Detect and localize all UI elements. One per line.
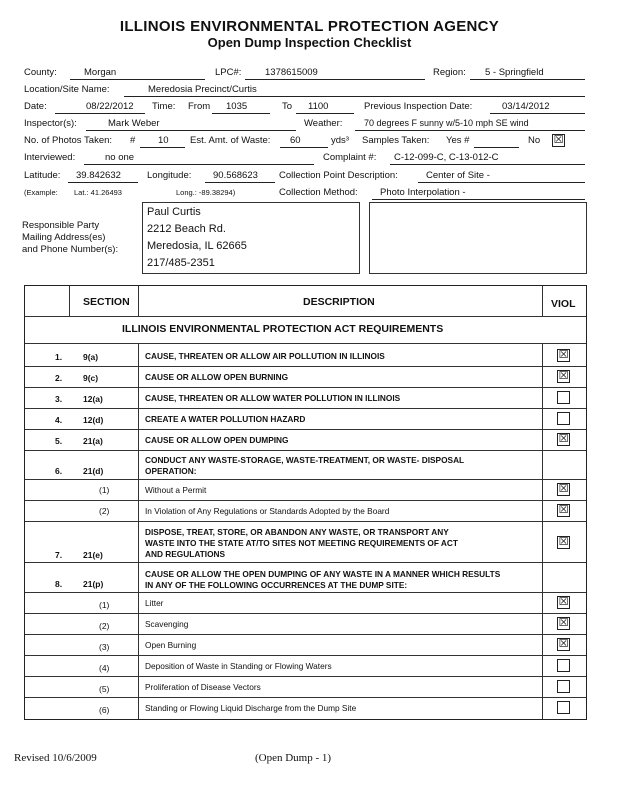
row-description: CREATE A WATER POLLUTION HAZARD [145, 414, 306, 424]
responsible-address-box[interactable] [142, 202, 360, 274]
time-label: Time: [152, 101, 176, 112]
sub-item-number: (2) [99, 621, 110, 631]
sub-item-description: Proliferation of Disease Vectors [145, 682, 261, 692]
weather-line [355, 130, 585, 131]
latitude-value[interactable]: 39.842632 [76, 170, 121, 181]
row-section: 21(p) [83, 579, 104, 589]
violation-checkbox[interactable]: ☒ [558, 432, 569, 445]
row-divider [25, 479, 586, 480]
prev-date-label: Previous Inspection Date: [364, 101, 473, 112]
row-description-line2: OPERATION: [145, 466, 197, 476]
waste-value[interactable]: 60 [290, 135, 301, 146]
row-description: CAUSE OR ALLOW OPEN BURNING [145, 372, 289, 382]
group-heading-divider [25, 343, 586, 344]
row-section: 21(e) [83, 550, 103, 560]
location-label: Location/Site Name: [24, 84, 110, 95]
samples-label: Samples Taken: [362, 135, 430, 146]
page-label: (Open Dump - 1) [255, 752, 332, 764]
collection-point-line [418, 182, 585, 183]
violation-checkbox[interactable]: ☒ [558, 503, 569, 516]
sub-item-number: (3) [99, 642, 110, 652]
region-value[interactable]: 5 - Springfield [485, 67, 544, 78]
violation-checkbox[interactable] [557, 659, 570, 672]
example-latitude: Lat.: 41.26493 [74, 188, 122, 197]
inspector-value[interactable]: Mark Weber [108, 118, 160, 129]
sub-item-number: (2) [99, 506, 110, 516]
weather-value[interactable]: 70 degrees F sunny w/5-10 mph SE wind [364, 118, 529, 128]
interviewed-line [84, 164, 314, 165]
row-number: 5. [55, 436, 63, 446]
county-label: County: [24, 67, 57, 78]
row-description: CAUSE, THREATEN OR ALLOW WATER POLLUTION IN ILLINOIS [145, 393, 401, 403]
lpc-label: LPC#: [215, 67, 242, 78]
sub-item-number: (4) [99, 663, 110, 673]
col-header-viol: VIOL [551, 298, 576, 310]
row-divider [25, 676, 586, 677]
header-vline-1 [69, 286, 70, 316]
collection-method-line [372, 199, 585, 200]
row-section: 12(a) [83, 394, 103, 404]
interviewed-value[interactable]: no one [105, 152, 135, 163]
row-divider [25, 429, 586, 430]
photos-value[interactable]: 10 [158, 135, 169, 146]
row-section: 9(a) [83, 352, 99, 362]
latitude-label: Latitude: [24, 170, 61, 181]
to-value[interactable]: 1100 [308, 101, 329, 112]
photos-hash: # [130, 135, 136, 146]
lpc-line [245, 79, 425, 80]
collection-method-value[interactable]: Photo Interpolation - [380, 187, 466, 198]
sub-item-number: (6) [99, 705, 110, 715]
row-number: 1. [55, 352, 63, 362]
weather-label: Weather: [304, 118, 343, 129]
waste-unit: yds³ [331, 135, 349, 146]
row-description: CAUSE OR ALLOW OPEN DUMPING [145, 435, 289, 445]
responsible-address [147, 204, 247, 272]
collection-point-label: Collection Point Description: [279, 170, 398, 181]
row-number: 3. [55, 394, 63, 404]
row-number: 2. [55, 373, 63, 383]
violation-checkbox[interactable]: ☒ [558, 535, 569, 548]
location-line [124, 96, 585, 97]
complaint-label: Complaint #: [323, 152, 377, 163]
location-value[interactable]: Meredosia Precinct/Curtis [148, 84, 257, 95]
longitude-label: Longitude: [147, 170, 192, 181]
inspector-label: Inspector(s): [24, 118, 77, 129]
form-title: Open Dump Inspection Checklist [207, 35, 412, 50]
row-number: 6. [55, 466, 63, 476]
sub-item-description: Deposition of Waste in Standing or Flowing Waters [145, 661, 332, 671]
row-divider [25, 613, 586, 614]
responsible-street: 2212 Beach Rd. [147, 223, 226, 235]
violation-checkbox[interactable]: ☒ [558, 348, 569, 361]
from-label: From [188, 101, 211, 112]
row-description-line3: AND REGULATIONS [145, 549, 226, 559]
row-description-line1: CONDUCT ANY WASTE-STORAGE, WASTE-TREATMENT, OR WASTE- DISPOSAL [145, 455, 465, 465]
row-divider [25, 592, 586, 593]
county-line [70, 79, 205, 80]
row-section: 21(a) [83, 436, 103, 446]
row-number: 8. [55, 579, 63, 589]
row-description: CAUSE, THREATEN OR ALLOW AIR POLLUTION IN ILLINOIS [145, 351, 385, 361]
agency-title: ILLINOIS ENVIRONMENTAL PROTECTION AGENCY [119, 18, 500, 35]
row-description-line2: WASTE INTO THE STATE AT/TO SITES NOT MEETING REQUIREMENTS OF ACT [145, 538, 458, 548]
complaint-line [390, 164, 585, 165]
to-line [296, 113, 354, 114]
row-divider [25, 387, 586, 388]
responsible-name: Paul Curtis [147, 206, 201, 218]
responsible-label-line1: Responsible Party [22, 220, 100, 231]
example-label: (Example: [24, 188, 58, 197]
sub-item-number: (1) [99, 600, 110, 610]
collection-method-label: Collection Method: [279, 187, 358, 198]
prev-date-value[interactable]: 03/14/2012 [502, 101, 550, 112]
longitude-value[interactable]: 90.568623 [213, 170, 258, 181]
waste-line [280, 147, 328, 148]
row-description-line1: CAUSE OR ALLOW THE OPEN DUMPING OF ANY WASTE IN A MANNER WHICH RESULTS [145, 569, 501, 579]
responsible-city: Meredosia, IL 62665 [147, 240, 247, 252]
sub-item-number: (5) [99, 684, 110, 694]
interviewed-label: Interviewed: [24, 152, 76, 163]
responsible-phone: 217/485-2351 [147, 257, 215, 269]
complaint-value[interactable]: C-12-099-C, C-13-012-C [394, 152, 499, 163]
responsible-label-line2: Mailing Address(es) [22, 232, 106, 243]
group-heading: ILLINOIS ENVIRONMENTAL PROTECTION ACT REQUIREMENTS [122, 323, 444, 335]
row-divider [25, 562, 586, 563]
row-divider [25, 450, 586, 451]
row-divider [25, 697, 586, 698]
responsible-label-line3: and Phone Number(s): [22, 244, 119, 255]
sub-item-number: (1) [99, 485, 110, 495]
samples-no-checkbox[interactable]: ☒ [553, 133, 564, 146]
sub-item-description: Without a Permit [145, 485, 207, 495]
violation-checkbox[interactable]: ☒ [558, 616, 569, 629]
col-header-description: DESCRIPTION [303, 296, 375, 308]
violation-checkbox[interactable] [557, 391, 570, 404]
sub-item-description: In Violation of Any Regulations or Standards Adopted by the Board [145, 506, 390, 516]
violation-checkbox[interactable]: ☒ [558, 369, 569, 382]
responsible-address-box-2[interactable] [369, 202, 587, 274]
violation-checkbox[interactable] [557, 412, 570, 425]
collection-point-value[interactable]: Center of Site - [426, 170, 490, 181]
violation-checkbox[interactable]: ☒ [558, 482, 569, 495]
row-description-line2: IN ANY OF THE FOLLOWING OCCURRENCES AT THE DUMP SITE: [145, 580, 408, 590]
violation-checkbox[interactable]: ☒ [558, 637, 569, 650]
revised-date: Revised 10/6/2009 [14, 752, 97, 764]
to-label: To [282, 101, 293, 112]
row-divider [25, 634, 586, 635]
samples-yes-label: Yes # [446, 135, 470, 146]
samples-yes-line [474, 147, 519, 148]
sub-item-description: Open Burning [145, 640, 197, 650]
row-section: 12(d) [83, 415, 104, 425]
col-header-section: SECTION [83, 296, 130, 308]
inspector-line [86, 130, 296, 131]
waste-label: Est. Amt. of Waste: [190, 135, 271, 146]
longitude-line [205, 182, 275, 183]
violation-checkbox[interactable] [557, 680, 570, 693]
row-section: 21(d) [83, 466, 104, 476]
photos-line [140, 147, 185, 148]
row-divider [25, 521, 586, 522]
row-section: 9(c) [83, 373, 99, 383]
sub-item-description: Litter [145, 598, 164, 608]
latitude-line [68, 182, 138, 183]
row-divider [25, 366, 586, 367]
violation-checkbox[interactable]: ☒ [558, 595, 569, 608]
example-longitude: Long.: -89.38294) [176, 188, 236, 197]
row-divider [25, 655, 586, 656]
row-description-line1: DISPOSE, TREAT, STORE, OR ABANDON ANY WASTE, OR TRANSPORT ANY [145, 527, 449, 537]
samples-no-label: No [528, 135, 541, 146]
photos-label: No. of Photos Taken: [24, 135, 113, 146]
row-number: 7. [55, 550, 63, 560]
lpc-value[interactable]: 1378615009 [265, 67, 318, 78]
date-label: Date: [24, 101, 47, 112]
row-divider [25, 500, 586, 501]
date-line [55, 113, 145, 114]
from-value[interactable]: 1035 [226, 101, 248, 112]
requirements-table [24, 285, 587, 720]
county-value[interactable]: Morgan [84, 67, 117, 78]
sub-item-description: Scavenging [145, 619, 189, 629]
region-line [470, 79, 585, 80]
from-line [212, 113, 270, 114]
date-value[interactable]: 08/22/2012 [86, 101, 134, 112]
region-label: Region: [433, 67, 466, 78]
sub-item-description: Standing or Flowing Liquid Discharge from the Dump Site [145, 703, 357, 713]
responsible-label [22, 220, 118, 256]
prev-date-line [490, 113, 585, 114]
row-divider [25, 408, 586, 409]
violation-checkbox[interactable] [557, 701, 570, 714]
row-number: 4. [55, 415, 63, 425]
